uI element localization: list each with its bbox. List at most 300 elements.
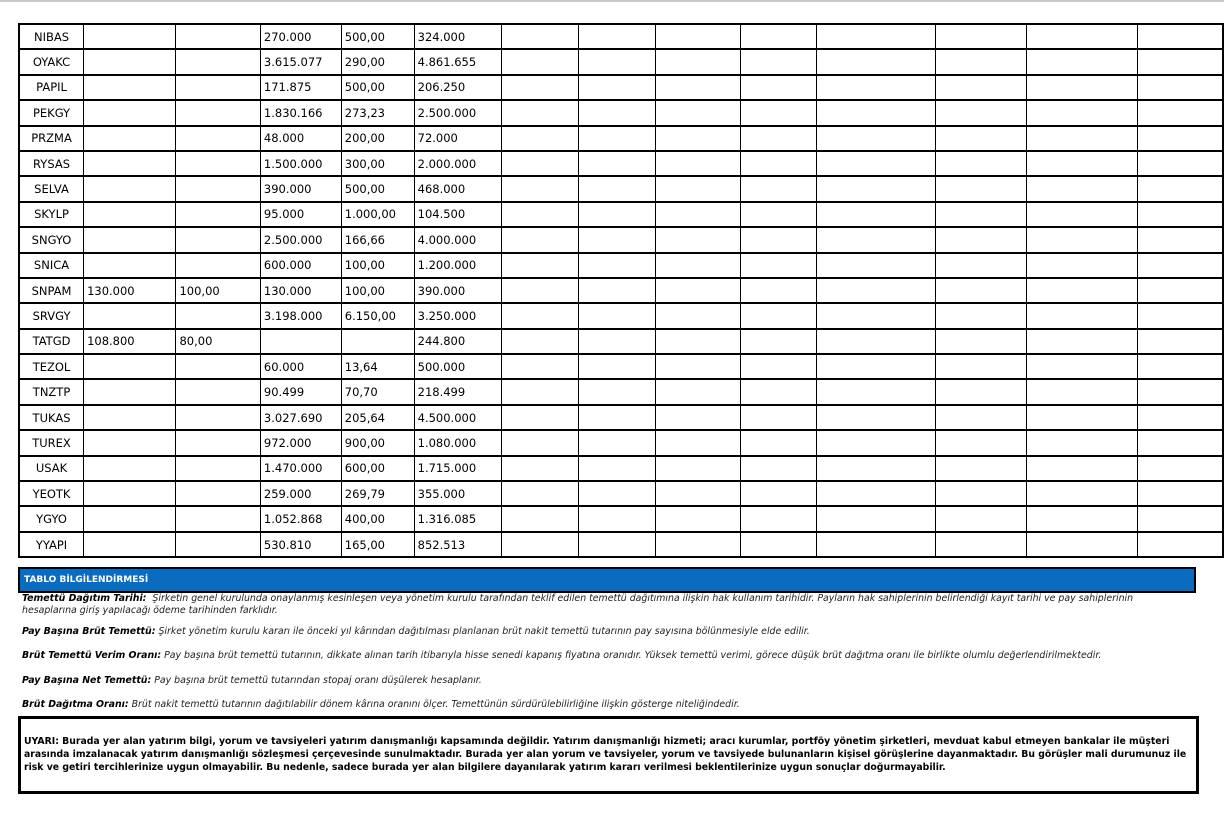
empty-cell <box>1027 456 1137 481</box>
empty-cell <box>935 303 1026 328</box>
value-cell <box>84 49 176 74</box>
value-cell: 130.000 <box>260 278 341 303</box>
value-cell: 104.500 <box>414 202 501 227</box>
value-cell: 500,00 <box>341 176 414 201</box>
value-cell: 95.000 <box>260 202 341 227</box>
empty-cell <box>740 126 816 151</box>
table-row <box>19 303 1223 328</box>
value-cell: 390.000 <box>260 176 341 201</box>
empty-cell <box>740 532 816 557</box>
empty-cell <box>579 151 655 176</box>
empty-cell <box>935 456 1026 481</box>
empty-cell <box>817 278 936 303</box>
value-cell: 100,00 <box>176 278 260 303</box>
empty-cell <box>655 75 740 100</box>
empty-cell <box>502 278 579 303</box>
ticker-cell: USAK <box>19 456 84 481</box>
empty-cell <box>935 75 1026 100</box>
value-cell: 1.316.085 <box>414 506 501 531</box>
empty-cell <box>740 379 816 404</box>
empty-cell <box>817 329 936 354</box>
empty-cell <box>935 100 1026 125</box>
value-cell <box>84 126 176 151</box>
table-row <box>19 278 1223 303</box>
ticker-cell: TNZTP <box>19 379 84 404</box>
empty-cell <box>655 49 740 74</box>
empty-cell <box>817 24 936 49</box>
value-cell <box>176 75 260 100</box>
empty-cell <box>740 176 816 201</box>
empty-cell <box>740 481 816 506</box>
empty-cell <box>817 151 936 176</box>
value-cell: 218.499 <box>414 379 501 404</box>
empty-cell <box>817 100 936 125</box>
legend-text: Pay başına brüt temettü tutarının, dikkate alınan tarih itibarıyla hisse senedi kapanış fiyatına oranıdır. Yüksek temettü verimi, görece düşük brüt dağıtma oranı ile birlikte olumlu değerlendirilmektedir. <box>164 650 1102 661</box>
empty-cell <box>1027 126 1137 151</box>
table-row <box>19 506 1223 531</box>
legend-term: Brüt Temettü Verim Oranı: <box>22 650 162 661</box>
value-cell: 3.250.000 <box>414 303 501 328</box>
value-cell: 108.800 <box>84 329 176 354</box>
value-cell: 80,00 <box>176 329 260 354</box>
ticker-cell: TUKAS <box>19 405 84 430</box>
value-cell: 390.000 <box>414 278 501 303</box>
legend-text: Brüt nakit temettü tutarının dağıtılabilir dönem kârına oranını ölçer. Temettünün sürdürülebilirliğine ilişkin gösterge niteliğindedir. <box>131 699 740 710</box>
empty-cell <box>935 126 1026 151</box>
value-cell: 3.198.000 <box>260 303 341 328</box>
empty-cell <box>1137 303 1223 328</box>
empty-cell <box>817 405 936 430</box>
empty-cell <box>1027 253 1137 278</box>
value-cell <box>84 506 176 531</box>
legend-text: Şirketin genel kurulunda onaylanmış kesinleşen veya yönetim kurulu tarafından teklif edilen temettü dağıtımına ilişkin hak kullanım tarihidir. Payların hak sahiplerinin belirlendiği kayıt tarihi ve pay sahiplerinin hesaplarına giriş yapılacağı ödeme tarihinden farklıdır. <box>22 593 1134 616</box>
empty-cell <box>1137 227 1223 252</box>
value-cell: 4.500.000 <box>414 405 501 430</box>
table-row <box>19 24 1223 49</box>
value-cell: 3.615.077 <box>260 49 341 74</box>
empty-cell <box>1027 49 1137 74</box>
empty-cell <box>1027 430 1137 455</box>
value-cell: 1.052.868 <box>260 506 341 531</box>
empty-cell <box>1137 75 1223 100</box>
empty-cell <box>1137 100 1223 125</box>
empty-cell <box>935 532 1026 557</box>
empty-cell <box>1137 151 1223 176</box>
ticker-cell: SNPAM <box>19 278 84 303</box>
value-cell: 70,70 <box>341 379 414 404</box>
ticker-cell: RYSAS <box>19 151 84 176</box>
table-row <box>19 405 1223 430</box>
value-cell <box>176 456 260 481</box>
empty-cell <box>935 227 1026 252</box>
empty-cell <box>579 532 655 557</box>
value-cell <box>84 227 176 252</box>
ticker-cell: TATGD <box>19 329 84 354</box>
value-cell <box>176 151 260 176</box>
table-row <box>19 430 1223 455</box>
table-row <box>19 100 1223 125</box>
value-cell: 500,00 <box>341 75 414 100</box>
empty-cell <box>502 303 579 328</box>
empty-cell <box>740 100 816 125</box>
empty-cell <box>1027 405 1137 430</box>
empty-cell <box>935 202 1026 227</box>
empty-cell <box>1137 481 1223 506</box>
value-cell: 100,00 <box>341 278 414 303</box>
value-cell: 972.000 <box>260 430 341 455</box>
value-cell <box>176 506 260 531</box>
value-cell: 2.500.000 <box>260 227 341 252</box>
empty-cell <box>1137 253 1223 278</box>
ticker-cell: SKYLP <box>19 202 84 227</box>
value-cell: 273,23 <box>341 100 414 125</box>
legend-term: Pay Başına Net Temettü: <box>22 675 152 686</box>
value-cell: 600.000 <box>260 253 341 278</box>
value-cell <box>176 227 260 252</box>
empty-cell <box>1027 151 1137 176</box>
empty-cell <box>1137 430 1223 455</box>
empty-cell <box>740 303 816 328</box>
value-cell <box>176 176 260 201</box>
value-cell: 900,00 <box>341 430 414 455</box>
empty-cell <box>579 303 655 328</box>
empty-cell <box>655 202 740 227</box>
value-cell: 200,00 <box>341 126 414 151</box>
empty-cell <box>817 75 936 100</box>
empty-cell <box>579 227 655 252</box>
table-row <box>19 354 1223 379</box>
value-cell: 4.861.655 <box>414 49 501 74</box>
empty-cell <box>1137 532 1223 557</box>
empty-cell <box>655 303 740 328</box>
empty-cell <box>935 481 1026 506</box>
table-row <box>19 481 1223 506</box>
empty-cell <box>817 456 936 481</box>
ticker-cell: YEOTK <box>19 481 84 506</box>
empty-cell <box>502 49 579 74</box>
empty-cell <box>1137 405 1223 430</box>
value-cell <box>84 481 176 506</box>
table-row <box>19 176 1223 201</box>
ticker-cell: YGYO <box>19 506 84 531</box>
legend-title: TABLO BİLGİLENDİRMESİ <box>24 575 149 585</box>
value-cell: 130.000 <box>84 278 176 303</box>
empty-cell <box>579 202 655 227</box>
table-row <box>19 49 1223 74</box>
value-cell: 6.150,00 <box>341 303 414 328</box>
ticker-cell: SNICA <box>19 253 84 278</box>
empty-cell <box>1027 329 1137 354</box>
legend-item <box>22 675 482 687</box>
value-cell: 72.000 <box>414 126 501 151</box>
empty-cell <box>740 329 816 354</box>
empty-cell <box>1027 202 1137 227</box>
empty-cell <box>502 481 579 506</box>
empty-cell <box>579 405 655 430</box>
empty-cell <box>935 379 1026 404</box>
ticker-cell: PRZMA <box>19 126 84 151</box>
empty-cell <box>502 430 579 455</box>
value-cell: 1.830.166 <box>260 100 341 125</box>
value-cell <box>176 253 260 278</box>
empty-cell <box>1027 227 1137 252</box>
empty-cell <box>655 100 740 125</box>
empty-cell <box>655 176 740 201</box>
value-cell: 1.715.000 <box>414 456 501 481</box>
value-cell <box>176 532 260 557</box>
empty-cell <box>1137 24 1223 49</box>
empty-cell <box>1027 24 1137 49</box>
value-cell: 1.500.000 <box>260 151 341 176</box>
empty-cell <box>935 151 1026 176</box>
table-row <box>19 75 1223 100</box>
value-cell <box>260 329 341 354</box>
empty-cell <box>935 278 1026 303</box>
value-cell: 90.499 <box>260 379 341 404</box>
empty-cell <box>579 379 655 404</box>
empty-cell <box>655 405 740 430</box>
empty-cell <box>579 506 655 531</box>
value-cell <box>84 430 176 455</box>
empty-cell <box>502 24 579 49</box>
empty-cell <box>502 329 579 354</box>
value-cell: 468.000 <box>414 176 501 201</box>
value-cell: 1.200.000 <box>414 253 501 278</box>
value-cell: 165,00 <box>341 532 414 557</box>
empty-cell <box>740 24 816 49</box>
empty-cell <box>817 49 936 74</box>
empty-cell <box>1027 176 1137 201</box>
empty-cell <box>935 329 1026 354</box>
value-cell: 259.000 <box>260 481 341 506</box>
empty-cell <box>817 202 936 227</box>
legend-item <box>22 699 740 711</box>
empty-cell <box>1027 354 1137 379</box>
ticker-cell: SRVGY <box>19 303 84 328</box>
value-cell <box>84 379 176 404</box>
empty-cell <box>1137 49 1223 74</box>
empty-cell <box>579 24 655 49</box>
value-cell <box>84 75 176 100</box>
value-cell: 400,00 <box>341 506 414 531</box>
value-cell: 1.080.000 <box>414 430 501 455</box>
empty-cell <box>1137 329 1223 354</box>
empty-cell <box>579 100 655 125</box>
value-cell: 1.470.000 <box>260 456 341 481</box>
empty-cell <box>655 379 740 404</box>
empty-cell <box>502 253 579 278</box>
empty-cell <box>579 253 655 278</box>
legend-item <box>22 650 1101 662</box>
value-cell <box>176 126 260 151</box>
value-cell: 2.000.000 <box>414 151 501 176</box>
value-cell <box>341 329 414 354</box>
value-cell: 324.000 <box>414 24 501 49</box>
value-cell: 205,64 <box>341 405 414 430</box>
value-cell: 500.000 <box>414 354 501 379</box>
legend-item <box>22 626 810 638</box>
empty-cell <box>579 126 655 151</box>
table-row <box>19 329 1223 354</box>
ticker-cell: PEKGY <box>19 100 84 125</box>
empty-cell <box>502 126 579 151</box>
empty-cell <box>502 354 579 379</box>
empty-cell <box>740 506 816 531</box>
value-cell <box>176 354 260 379</box>
empty-cell <box>740 227 816 252</box>
table-row <box>19 532 1223 557</box>
legend-term: Brüt Dağıtma Oranı: <box>22 699 129 710</box>
ticker-cell: TEZOL <box>19 354 84 379</box>
empty-cell <box>817 126 936 151</box>
value-cell <box>176 405 260 430</box>
empty-cell <box>817 481 936 506</box>
value-cell: 1.000,00 <box>341 202 414 227</box>
empty-cell <box>502 379 579 404</box>
value-cell: 300,00 <box>341 151 414 176</box>
empty-cell <box>935 24 1026 49</box>
empty-cell <box>817 354 936 379</box>
empty-cell <box>655 278 740 303</box>
empty-cell <box>579 329 655 354</box>
empty-cell <box>740 202 816 227</box>
empty-cell <box>502 456 579 481</box>
empty-cell <box>502 202 579 227</box>
empty-cell <box>502 405 579 430</box>
value-cell: 206.250 <box>414 75 501 100</box>
legend-term: Temettü Dağıtım Tarihi: <box>22 593 147 604</box>
value-cell <box>84 24 176 49</box>
ticker-cell: TUREX <box>19 430 84 455</box>
dividend-table-body <box>19 24 1223 557</box>
value-cell <box>84 303 176 328</box>
value-cell: 290,00 <box>341 49 414 74</box>
empty-cell <box>740 405 816 430</box>
ticker-cell: PAPIL <box>19 75 84 100</box>
value-cell <box>84 176 176 201</box>
empty-cell <box>935 49 1026 74</box>
legend-item <box>22 593 1172 617</box>
empty-cell <box>1027 278 1137 303</box>
table-row <box>19 227 1223 252</box>
empty-cell <box>579 430 655 455</box>
value-cell: 171.875 <box>260 75 341 100</box>
empty-cell <box>579 481 655 506</box>
empty-cell <box>740 354 816 379</box>
empty-cell <box>655 329 740 354</box>
empty-cell <box>1137 354 1223 379</box>
value-cell: 4.000.000 <box>414 227 501 252</box>
value-cell <box>84 151 176 176</box>
empty-cell <box>502 75 579 100</box>
legend-text: Şirket yönetim kurulu kararı ile önceki yıl kârından dağıtılması planlanan brüt nakit temettü tutarının pay sayısına bölünmesiyle elde edilir. <box>158 626 810 637</box>
empty-cell <box>502 151 579 176</box>
value-cell <box>84 405 176 430</box>
disclaimer-text: UYARI: Burada yer alan yatırım bilgi, yorum ve tavsiyeleri yatırım danışmanlığı kapsamında değildir. Yatırım danışmanlığı hizmeti; aracı kurumlar, portföy yönetim şirketleri, mevduat kabul etmeyen bankalar ile müşteri arasında imzalanacak yatırım danışmanlığı sözleşmesi çerçevesinde sunulmaktadır. Burada yer alan yorum ve tavsiyeler, yorum ve tavsiyede bulunanların kişisel görüşlerine dayanmaktadır. Bu görüşler mali durumunuz ile risk ve getiri tercihlerinize uygun olmayabilir. Bu nedenle, sadece burada yer alan bilgilere dayanılarak yatırım kararı verilmesi beklentilerinize uygun sonuçlar doğurmayabilir. <box>24 736 1187 773</box>
empty-cell <box>817 430 936 455</box>
value-cell <box>176 49 260 74</box>
ticker-cell: SNGYO <box>19 227 84 252</box>
ticker-cell: SELVA <box>19 176 84 201</box>
empty-cell <box>935 253 1026 278</box>
empty-cell <box>655 430 740 455</box>
value-cell <box>84 253 176 278</box>
empty-cell <box>655 227 740 252</box>
empty-cell <box>579 456 655 481</box>
empty-cell <box>502 227 579 252</box>
value-cell: 500,00 <box>341 24 414 49</box>
empty-cell <box>655 456 740 481</box>
value-cell <box>84 456 176 481</box>
empty-cell <box>579 176 655 201</box>
table-row <box>19 456 1223 481</box>
value-cell <box>84 532 176 557</box>
disclaimer-box <box>18 716 1199 794</box>
table-row <box>19 126 1223 151</box>
empty-cell <box>502 532 579 557</box>
value-cell <box>176 303 260 328</box>
empty-cell <box>817 379 936 404</box>
value-cell: 13,64 <box>341 354 414 379</box>
empty-cell <box>817 532 936 557</box>
empty-cell <box>502 506 579 531</box>
value-cell <box>176 202 260 227</box>
empty-cell <box>935 354 1026 379</box>
empty-cell <box>502 100 579 125</box>
empty-cell <box>1027 100 1137 125</box>
empty-cell <box>935 506 1026 531</box>
dividend-table <box>18 23 1224 558</box>
empty-cell <box>579 354 655 379</box>
empty-cell <box>817 176 936 201</box>
empty-cell <box>579 278 655 303</box>
empty-cell <box>1137 202 1223 227</box>
table-row <box>19 202 1223 227</box>
empty-cell <box>740 49 816 74</box>
empty-cell <box>1027 75 1137 100</box>
value-cell: 355.000 <box>414 481 501 506</box>
value-cell: 270.000 <box>260 24 341 49</box>
value-cell <box>84 354 176 379</box>
ticker-cell: OYAKC <box>19 49 84 74</box>
value-cell: 600,00 <box>341 456 414 481</box>
value-cell <box>176 100 260 125</box>
empty-cell <box>740 253 816 278</box>
value-cell: 48.000 <box>260 126 341 151</box>
value-cell: 166,66 <box>341 227 414 252</box>
empty-cell <box>1027 379 1137 404</box>
value-cell: 269,79 <box>341 481 414 506</box>
empty-cell <box>655 481 740 506</box>
empty-cell <box>817 303 936 328</box>
empty-cell <box>1137 176 1223 201</box>
empty-cell <box>740 75 816 100</box>
empty-cell <box>579 75 655 100</box>
legend-header <box>18 567 1196 593</box>
value-cell <box>176 379 260 404</box>
empty-cell <box>740 278 816 303</box>
value-cell: 244.800 <box>414 329 501 354</box>
empty-cell <box>655 151 740 176</box>
empty-cell <box>740 456 816 481</box>
value-cell: 3.027.690 <box>260 405 341 430</box>
empty-cell <box>817 227 936 252</box>
empty-cell <box>935 176 1026 201</box>
empty-cell <box>1137 506 1223 531</box>
empty-cell <box>1137 456 1223 481</box>
table-row <box>19 379 1223 404</box>
value-cell: 852.513 <box>414 532 501 557</box>
